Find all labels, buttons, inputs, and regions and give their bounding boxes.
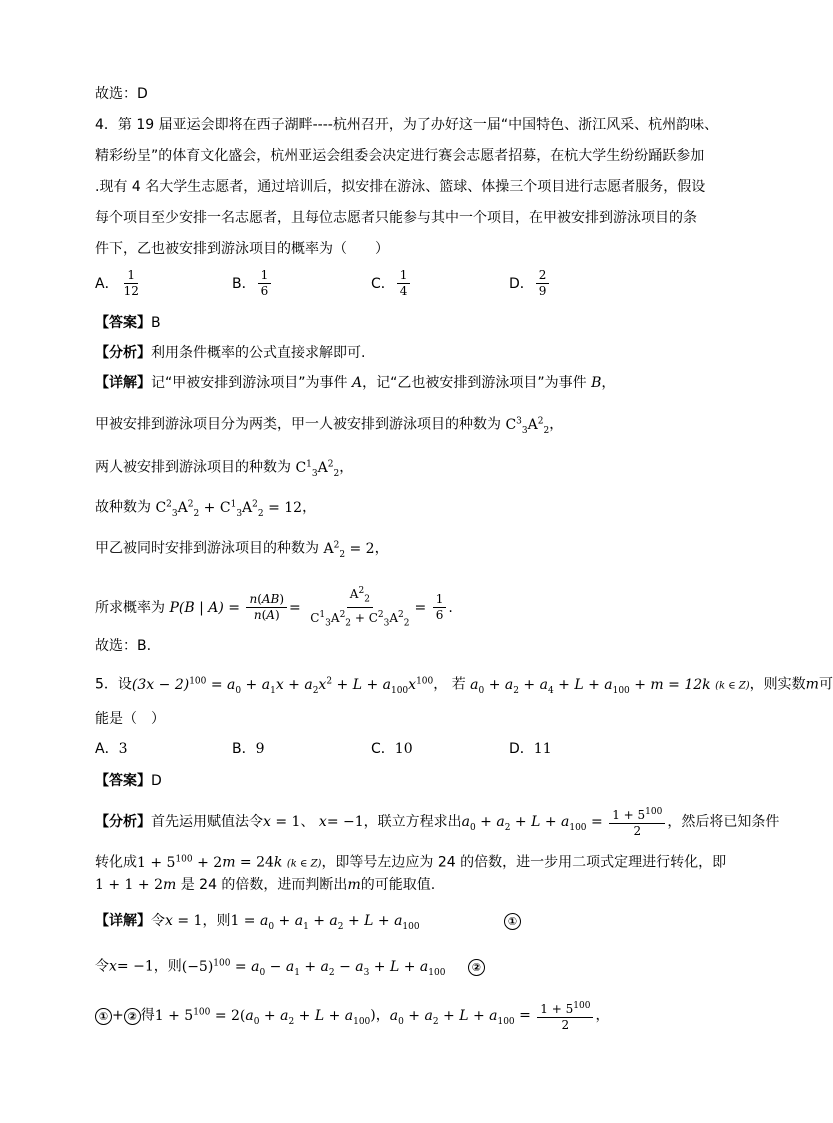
q3-answer: 故选：D bbox=[95, 86, 148, 102]
q5-answer bbox=[95, 771, 162, 791]
q4-option-a bbox=[95, 268, 144, 299]
option-letter: C． bbox=[371, 741, 395, 757]
detail-text: 得 bbox=[140, 1007, 155, 1024]
fraction-result: $\frac{1}{6}$ bbox=[433, 592, 447, 623]
answer-value: B bbox=[151, 315, 161, 331]
option-fraction bbox=[536, 268, 550, 299]
option-letter: B． bbox=[232, 741, 256, 757]
detail-text-b: ，则 bbox=[153, 958, 182, 975]
analysis-text-c: ，然后将已知条件 bbox=[667, 814, 780, 830]
q5-option-d bbox=[509, 739, 552, 759]
step-text: 所求概率为 bbox=[95, 599, 165, 616]
q5-mid: ， 若 bbox=[433, 676, 466, 693]
q5-after2: 可 bbox=[818, 676, 833, 693]
analysis-text-b: ，联立方程求出 bbox=[363, 814, 462, 830]
q4-stem-line1: 4．第 19 届亚运会即将在西子湖畔----杭州召开，为了办好这一届“中国特色、浙江风采、杭州韵味、 bbox=[95, 117, 719, 133]
analysis-text: 转化成 bbox=[95, 854, 137, 871]
detail-text: 令 bbox=[151, 913, 165, 929]
q5-analysis-line2: 转化成$1 + 5^{100} + 2m = 24k$ (k ∈ Z)，即等号左边应为 24 的倍数，进一步用二项式定理进行转化，即 bbox=[95, 854, 727, 871]
detail-text-a: 记“甲被安排到游泳项目”为事件 bbox=[151, 375, 348, 391]
k-in-z: (k ∈ Z) bbox=[715, 680, 750, 692]
result: = 2 bbox=[349, 540, 375, 557]
circle-number-2: ② bbox=[124, 1008, 141, 1025]
option-value: 3 bbox=[118, 741, 128, 757]
formula: $C^2_3A^2_2 + C^1_3A^2_2 = 12$ bbox=[155, 499, 303, 519]
q5-prefix: 5．设 bbox=[95, 676, 132, 693]
fraction-half-sum: $\frac{1 + 5^{100}}{2}$ bbox=[537, 999, 593, 1033]
detail-tag: 【详解】 bbox=[95, 913, 151, 929]
fraction-counts: $\frac{A^2_2}{C^1_3A^2_2 + C^2_3A^2_2}$ bbox=[310, 586, 410, 629]
option-letter: A． bbox=[95, 275, 119, 292]
numerator: 1 bbox=[124, 268, 138, 284]
option-letter: A． bbox=[95, 741, 119, 757]
denominator: 4 bbox=[399, 284, 408, 298]
option-letter: D． bbox=[509, 275, 534, 292]
analysis-tag: 【分析】 bbox=[95, 814, 151, 830]
numerator: 1 bbox=[258, 268, 272, 284]
analysis-text-c: 的可能取值. bbox=[360, 877, 436, 893]
q4-step1: 甲被安排到游泳项目分为两类，甲一人被安排到游泳项目的种数为 $C^3_3A^2_2$， bbox=[95, 416, 564, 436]
q5-option-c bbox=[371, 739, 413, 759]
option-fraction bbox=[258, 268, 272, 299]
step-text: 故种数为 bbox=[95, 499, 151, 516]
step-text: 两人被安排到游泳项目的种数为 bbox=[95, 459, 291, 476]
formula: $A^2_2 = 2$ bbox=[323, 540, 375, 560]
step-text: 甲被安排到游泳项目分为两类，甲一人被安排到游泳项目的种数为 bbox=[95, 416, 501, 433]
q4-stem-line3: .现有 4 名大学生志愿者，通过培训后，拟安排在游泳、篮球、体操三个项目进行志愿者服务，假设 bbox=[95, 179, 706, 195]
option-letter: C． bbox=[371, 275, 395, 292]
analysis-text: 首先运用赋值法令 bbox=[151, 814, 263, 830]
q5-detail-line2: 令x= −1，则$(-5)^{100} = a_0 - a_1 + a_2 - a_3 + L + a_{100}$ ② bbox=[95, 953, 485, 982]
circle-number-2: ② bbox=[468, 959, 485, 976]
fraction-nab: $\frac{n(AB)}{n(A)}$ bbox=[246, 592, 287, 623]
formula: $C^3_3A^2_2$ bbox=[505, 416, 550, 436]
answer-value: D bbox=[151, 773, 162, 789]
event-b: B bbox=[591, 375, 602, 391]
formula: $C^1_3A^2_2$ bbox=[295, 459, 340, 479]
option-fraction bbox=[121, 268, 142, 299]
q5-stem-line2: 能是（ ） bbox=[95, 711, 165, 727]
detail-text: 令 bbox=[95, 958, 109, 975]
numerator: 2 bbox=[536, 268, 550, 284]
q5-after: ，则实数 bbox=[749, 676, 806, 693]
condition-value: = 12k bbox=[668, 676, 711, 693]
numerator: 1 bbox=[397, 268, 411, 284]
circle-number-1: ① bbox=[504, 913, 521, 930]
q4-option-c bbox=[371, 268, 412, 299]
q4-step5: 所求概率为 P(B | A) = $\frac{n(AB)}{n(A)}$ = $\frac{A^2_2}{C^1_3A^2_2 + C^2_3A^2_2}$ = $\frac{1}{6}$ . bbox=[95, 584, 453, 632]
option-fraction bbox=[397, 268, 411, 299]
q4-answer bbox=[95, 313, 161, 333]
step-text: 甲乙被同时安排到游泳项目的种数为 bbox=[95, 540, 319, 557]
option-letter: D． bbox=[509, 741, 534, 757]
denominator: 6 bbox=[260, 284, 269, 298]
q4-stem-line5: 件下，乙也被安排到游泳项目的概率为（ ） bbox=[95, 241, 389, 257]
q4-step3: 故种数为 $C^2_3A^2_2 + C^1_3A^2_2 = 12$， bbox=[95, 499, 317, 519]
q4-step2: 两人被安排到游泳项目的种数为 $C^1_3A^2_2$， bbox=[95, 459, 354, 479]
q4-option-d bbox=[509, 268, 551, 299]
q4-option-b bbox=[232, 268, 273, 299]
expansion-formula: $(3x - 2)^{100} = a_0 + a_1x + a_2x^2 + L + a_{100}x^{100}$ bbox=[131, 676, 434, 696]
analysis-tag: 【分析】 bbox=[95, 345, 151, 361]
option-value: 9 bbox=[255, 741, 265, 757]
analysis-text: 是 24 的倍数，进而判断出 bbox=[180, 877, 348, 893]
q5-stem-line1: 5．设$(3x - 2)^{100} = a_0 + a_1x + a_2x^2 + L + a_{100}x^{100}$， 若 $a_0 + a_2 + a_4 + L + a_{100} + m = 12k$ (k ∈ Z)，则实数m可 bbox=[95, 676, 833, 696]
q5-option-a bbox=[95, 739, 128, 759]
condition-formula: $a_0 + a_2 + a_4 + L + a_{100} + m = 12k$ bbox=[470, 676, 711, 696]
analysis-text: 利用条件概率的公式直接求解即可. bbox=[151, 345, 366, 361]
q4-stem-line2: 精彩纷呈”的体育文化盛会，杭州亚运会组委会决定进行赛会志愿者招募，在杭大学生纷纷踊跃参加 bbox=[95, 148, 705, 164]
q5-detail-line3: ① + ② 得$1 + 5^{100} = 2(a_0 + a_2 + L + a_{100})$，$a_0 + a_2 + L + a_{100}$ = $\frac{1 + 5^{100}}{2}$ ， bbox=[95, 997, 609, 1036]
option-value: 10 bbox=[394, 741, 413, 757]
q4-detail: 【详解】记“甲被安排到游泳项目”为事件 A，记“乙也被安排到游泳项目”为事件 B， bbox=[95, 375, 616, 391]
q5-option-b bbox=[232, 739, 265, 759]
q4-step4: 甲乙被同时安排到游泳项目的种数为 $A^2_2 = 2$， bbox=[95, 540, 389, 560]
result: = 12 bbox=[268, 499, 303, 516]
fraction-half-sum: $\frac{1 + 5^{100}}{2}$ bbox=[609, 805, 665, 839]
q5-analysis-line3: 1 + 1 + 2m 是 24 的倍数，进而判断出m的可能取值. bbox=[95, 877, 436, 893]
answer-tag: 【答案】 bbox=[95, 315, 151, 331]
q4-analysis bbox=[95, 343, 365, 363]
q4-stem-line4: 每个项目至少安排一名志愿者，且每位志愿者只能参与其中一个项目，在甲被安排到游泳项目的条 bbox=[95, 210, 697, 226]
q4-final: 故选：B. bbox=[95, 638, 152, 654]
analysis-text-b: ，即等号左边应为 24 的倍数，进一步用二项式定理进行转化，即 bbox=[321, 854, 727, 871]
detail-text-b: ，则 bbox=[202, 913, 231, 929]
option-letter: B． bbox=[232, 275, 256, 292]
answer-tag: 【答案】 bbox=[95, 773, 151, 789]
detail-tag: 【详解】 bbox=[95, 375, 151, 391]
probability-formula: P(B | A) = bbox=[169, 599, 240, 616]
circle-number-1: ① bbox=[95, 1008, 112, 1025]
option-value: 11 bbox=[533, 741, 552, 757]
q5-analysis-line1: 【分析】首先运用赋值法令x = 1、 x= −1，联立方程求出$a_0 + a_2 + L + a_{100}$ = $\frac{1 + 5^{100}}{2}$ ，然后将已知条件 bbox=[95, 807, 780, 838]
detail-text-b: ，记“乙也被安排到游泳项目”为事件 bbox=[362, 375, 587, 391]
q5-detail-line1: 【详解】令x = 1，则$1 = a_0 + a_1 + a_2 + L + a_{100}$ ① bbox=[95, 911, 521, 937]
event-a: A bbox=[351, 375, 363, 391]
denominator: 9 bbox=[538, 284, 547, 298]
denominator: 12 bbox=[123, 284, 139, 298]
